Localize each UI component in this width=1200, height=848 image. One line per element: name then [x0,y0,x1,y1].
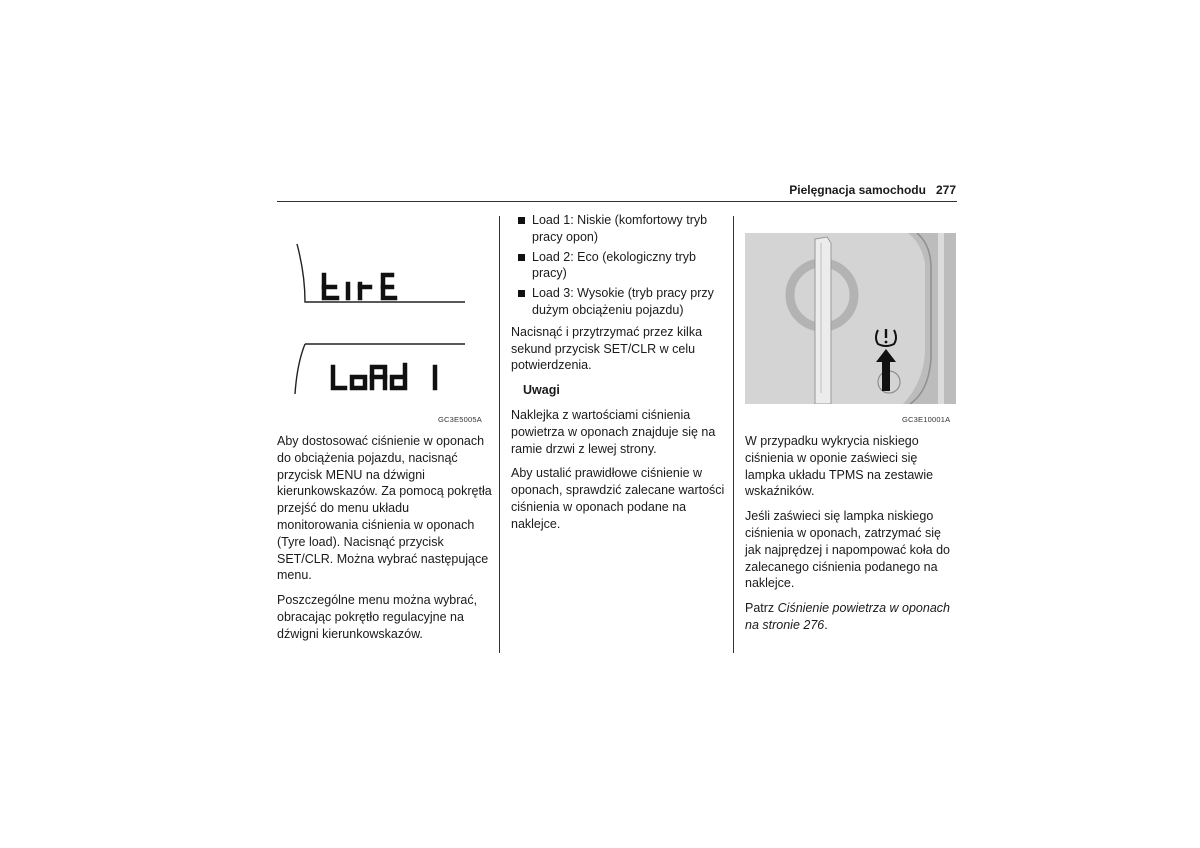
cross-reference-link[interactable]: Ciśnienie powietrza w oponach na stronie 276 [745,601,950,632]
list-item: Load 2: Eco (ekologiczny tryb pracy) [511,249,726,283]
column-divider [499,216,500,653]
paragraph: Nacisnąć i przytrzymać przez kilka sekund przycisk SET/CLR w celu potwierdzenia. [511,324,703,373]
bullet-square-icon [518,290,525,297]
section-title: Pielęgnacja samochodu [789,183,926,197]
list-item: Load 1: Niskie (komfortowy tryb pracy opon) [511,212,726,246]
paragraph: W przypadku wykrycia niskiego ciśnienia w oponie zaświeci się lampka układu TPMS na zestawie wskaźników. [745,434,934,499]
figure-code: GC3E10001A [902,415,951,424]
lcd-display-illustration [285,236,470,406]
note-paragraph: Naklejka z wartościami ciśnienia powietrza w oponach znajduje się na ramie drzwi z lewej strony. [511,407,716,456]
column-2 [511,212,726,541]
list-item: Load 3: Wysokie (tryb pracy przy dużym obciążeniu pojazdu) [511,285,726,319]
note-paragraph: Aby ustalić prawidłowe ciśnienie w oponach, sprawdzić zalecane wartości ciśnienia w oponach podane na naklejce. [511,466,725,531]
cross-reference: Patrz Ciśnienie powietrza w oponach na stronie 276. [745,601,950,632]
page-number: 277 [935,183,956,197]
paragraph: Aby dostosować ciśnienie w oponach do obciążenia pojazdu, nacisnąć przycisk MENU na dźwigni kierunkowskazów. Za pomocą pokrętła przejść do menu układu monitorowania ciśnienia w oponach (Tyre load). Nacisnąć przycisk SET/CLR. Można wybrać następujące menu. [277,434,492,583]
bullet-square-icon [518,217,525,224]
lcd-text-load-1 [333,365,435,388]
bullet-square-icon [518,254,525,261]
column-3 [745,433,960,642]
column-divider [733,216,734,653]
lcd-display-figure [285,236,470,406]
lcd-text-tire [324,275,395,298]
header-rule [277,201,957,202]
paragraph: Jeśli zaświeci się lampka niskiego ciśnienia w oponach, zatrzymać się jak najprędzej i napompować koła do zalecanego ciśnienia podanego na naklejce. [745,509,950,591]
figure-code: GC3E5005A [438,415,482,424]
note-heading: Uwagi [523,383,560,398]
page-header [620,183,956,197]
column-1 [277,433,492,651]
paragraph: Poszczególne menu można wybrać, obracając pokrętło regulacyjne na dźwigni kierunkowskazów. [277,593,478,641]
door-frame-tpms-illustration [745,233,956,404]
tpms-photo-figure [745,233,956,404]
